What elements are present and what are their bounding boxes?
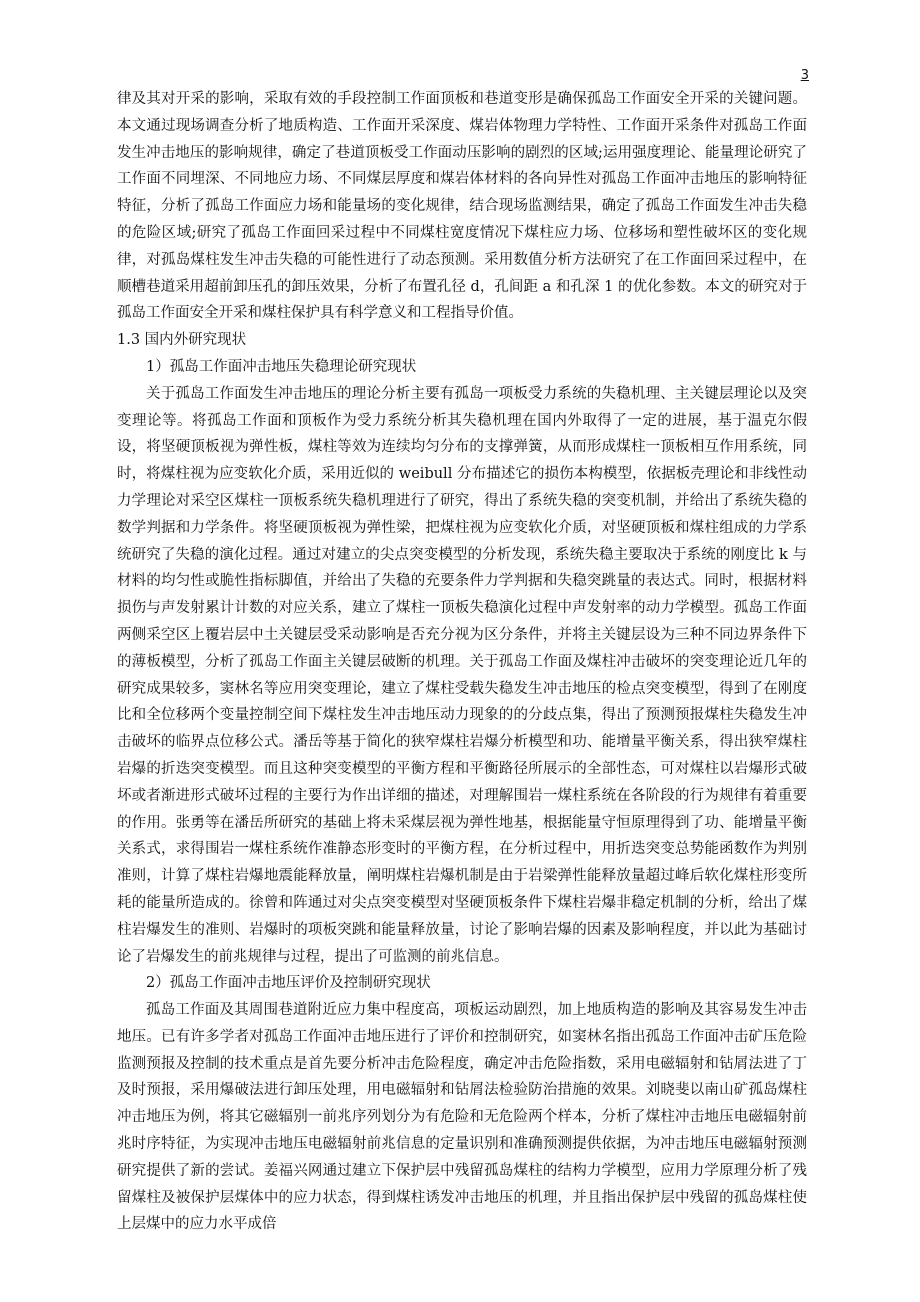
page-number: 3 bbox=[800, 68, 809, 83]
subsection-heading-theory: 1）孤岛工作面冲击地压失稳理论研究现状 bbox=[146, 358, 417, 375]
paragraph-theory: 关于孤岛工作面发生冲击地压的理论分析主要有孤岛一项板受力系统的失稳机理、主关键层理论以及突变理论等。将孤岛工作面和顶板作为受力系统分析其失稳机理在国内外取得了一定的进展，基于温克尔假设，将坚硬顶板视为弹性板，煤柱等效为连续均匀分布的支撑弹簧，从而形成煤柱一顶板相互作用系统，同时，将煤柱视为应变软化介质，采用近似的 weibull 分布描述它的损伤本构模型，依据板壳理论和非线性动力学理论对采空区煤柱一顶板系统失稳机理进行了研究，得出了系统失稳的突变机制，并给出了系统失稳的数学判据和力学条件。将坚硬顶板视为弹性梁，把煤柱视为应变软化介质，对坚硬顶板和煤柱组成的力学系统研究了失稳的演化过程。通过对建立的尖点突变模型的分析发现，系统失稳主要取决于系统的刚度比 k 与材料的均匀性或脆性指标脚值，并给出了失稳的充要条件力学判据和失稳突跳量的表达式。同时，根据材料损伤与声发射累计计数的对应关系，建立了煤柱一顶板失稳演化过程中声发射率的动力学模型。孤岛工作面两侧采空区上覆岩层中土关键层受采动影响是否充分视为区分条件，并将主关键层设为三种不同边界条件下的薄板模型，分析了孤岛工作面主关键层破断的机理。关于孤岛工作面及煤柱冲击破坏的突变理论近几年的研究成果较多，窦林名等应用突变理论，建立了煤柱受载失稳发生冲击地压的检点突变模型，得到了在刚度比和全位移两个变量控制空间下煤柱发生冲击地压动力现象的的分歧点集，得出了预测预报煤柱失稳发生冲击破坏的临界点位移公式。潘岳等基于简化的狭窄煤柱岩爆分析模型和功、能增量平衡关系，得出狭窄煤柱岩爆的折迭突变模型。而且这种突变模型的平衡方程和平衡路径所展示的全部性态，可对煤柱以岩爆形式破坏或者渐进形式破坏过程的主要行为作出详细的描述，对理解围岩一煤柱系统在各阶段的行为规律有着重要的作用。张勇等在潘岳所研究的基础上将未采煤层视为弹性地基，根据能量守恒原理得到了功、能增量平衡关系式，求得围岩一煤柱系统作准静态形变时的平衡方程，在分析过程中，用折迭突变总势能函数作为判别准则，计算了煤柱岩爆地震能释放量，阐明煤柱岩爆机制是由于岩梁弹性能释放量超过峰后软化煤柱形变所耗的能量所造成的。徐曾和阵通过对尖点突变模型对坚硬顶板条件下煤柱岩爆非稳定机制的分析，给出了煤柱岩爆发生的准则、岩爆时的项板突跳和能量释放量，讨论了影响岩爆的因素及影响程度，并以此为基础讨论了岩爆发生的前兆规律与过程，提出了可监测的前兆信息。 bbox=[117, 385, 807, 965]
subsection-heading-evaluation: 2）孤岛工作面冲击地压评价及控制研究现状 bbox=[146, 975, 431, 992]
paragraph-evaluation: 孤岛工作面及其周围巷道附近应力集中程度高，项板运动剧烈，加上地质构造的影响及其容易发生冲击地压。已有许多学者对孤岛工作面冲击地压进行了评价和控制研究，如窦林名指出孤岛工作面冲击矿压危险监测预报及控制的技术重点是首先要分析冲击危险程度，确定冲击危险指数，采用电磁辐射和钻屑法进了丁及时预报，采用爆破法进行卸压处理，用电磁辐射和钻屑法检验防治措施的效果。刘晓斐以南山矿孤岛煤柱冲击地压为例，将其它磁辐别一前兆序列划分为有危险和无危险两个样本，分析了煤柱冲击地压电磁辐射前兆时序特征，为实现冲击地压电磁辐射前兆信息的定量识别和准确预测提供依据，为冲击地压电磁辐射预测研究提供了新的尝试。姜福兴网通过建立下保护层中残留孤岛煤柱的结构力学模型，应用力学原理分析了残留煤柱及被保护层煤体中的应力状态，得到煤柱诱发冲击地压的机理，并且指出保护层中残留的孤岛煤柱使上层煤中的应力水平成倍 bbox=[117, 1002, 807, 1233]
section-heading: 1.3 国内外研究现状 bbox=[117, 332, 247, 349]
body-text bbox=[117, 86, 807, 1238]
paragraph-intro-continuation: 律及其对开采的影响，采取有效的手段控制工作面顶板和巷道变形是确保孤岛工作面安全开采的关键问题。本文通过现场调查分析了地质构造、工作面开采深度、煤岩体物理力学特性、工作面开采条件对孤岛工作面发生冲击地压的影响规律，确定了巷道顶板受工作面动压影响的剧烈的区域;运用强度理论、能量理论研究了工作面不同埋深、不同地应力场、不同煤层厚度和煤岩体材料的各向异性对孤岛工作面冲击地压的影响特征特征，分析了孤岛工作面应力场和能量场的变化规律，结合现场监测结果，确定了孤岛工作面发生冲击失稳的危险区域;研究了孤岛工作面回采过程中不同煤柱宽度情况下煤柱应力场、位移场和塑性破坏区的变化规律，对孤岛煤柱发生冲击失稳的可能性进行了动态预测。采用数值分析方法研究了在工作面回采过程中，在顺槽巷道采用超前卸压孔的卸压效果，分析了布置孔径 d，孔间距 a 和孔深 1 的优化参数。本文的研究对于孤岛工作面安全开采和煤柱保护具有科学意义和工程指导价值。 bbox=[117, 91, 807, 322]
